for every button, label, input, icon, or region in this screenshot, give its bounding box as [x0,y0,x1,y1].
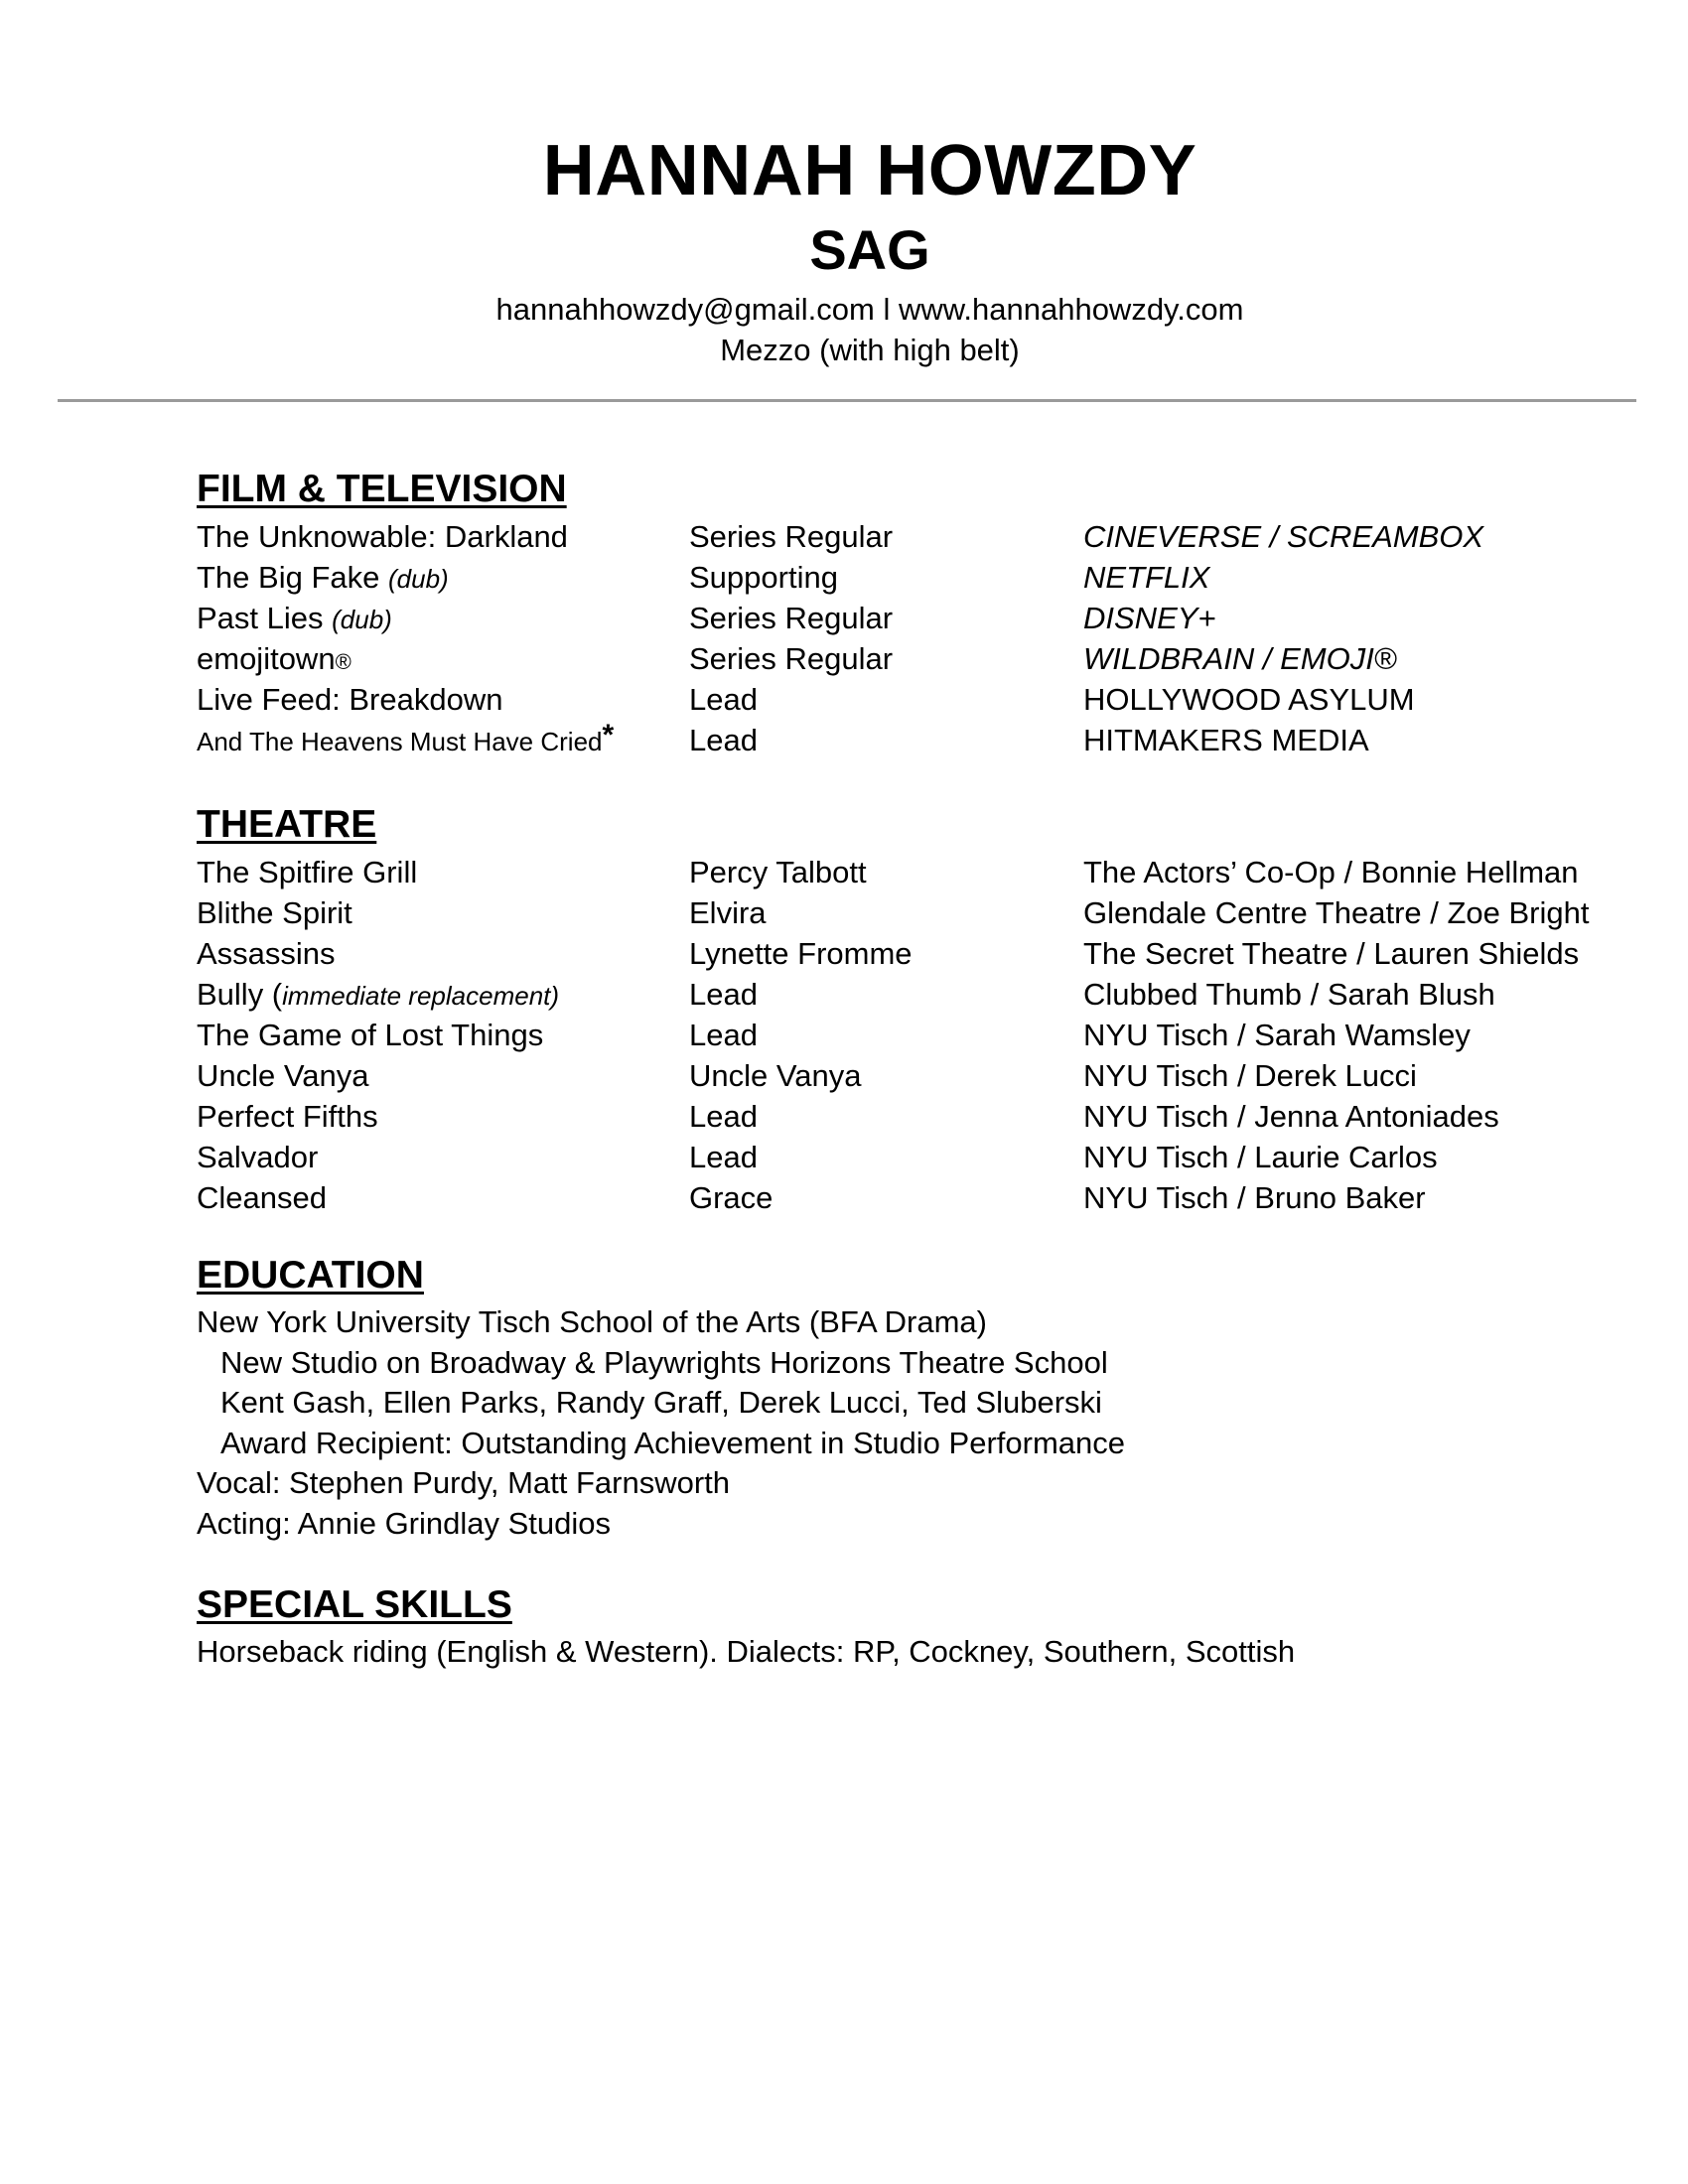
credit-row [197,892,1636,933]
credit-row [197,1137,1636,1177]
education-section [197,1253,1636,1544]
credit-title: Live Feed: Breakdown [197,682,503,717]
credit-note: immediate replacement) [282,981,560,1011]
contact-line: hannahhowzdy@gmail.com l www.hannahhowzdy.com [495,292,1244,327]
credit-role: Grace [689,1180,774,1215]
credit-company: CINEVERSE / SCREAMBOX [1083,519,1484,554]
credit-row [197,557,1636,598]
credit-company: WILDBRAIN / EMOJI® [1083,641,1397,676]
credit-title: The Big Fake (dub) [197,560,449,595]
credit-row [197,1096,1636,1137]
section-title-skills: SPECIAL SKILLS [197,1583,512,1626]
credit-row [197,638,1636,679]
registered-mark: ® [335,649,352,674]
credit-title: Blithe Spirit [197,895,352,930]
credit-title: Bully (immediate replacement) [197,977,560,1012]
credit-role: Lead [689,723,758,757]
credit-row [197,679,1636,720]
section-title-theatre: THEATRE [197,803,377,846]
film-tv-section [197,467,1636,760]
credit-title: Salvador [197,1140,319,1174]
credit-company: Glendale Centre Theatre / Zoe Bright [1083,895,1590,930]
credit-role: Percy Talbott [689,855,867,889]
credit-row [197,516,1636,557]
actor-name: HANNAH HOWZDY [542,131,1197,210]
credit-role: Elvira [689,895,767,930]
education-line: Award Recipient: Outstanding Achievement in Studio Performance [220,1425,1125,1460]
credit-title: The Game of Lost Things [197,1018,544,1052]
credit-row [197,852,1636,892]
credit-row [197,1055,1636,1096]
education-line: Vocal: Stephen Purdy, Matt Farnsworth [197,1465,731,1500]
credit-company: NYU Tisch / Sarah Wamsley [1083,1018,1471,1052]
credit-role: Series Regular [689,519,894,554]
credit-role: Series Regular [689,641,894,676]
credit-company: The Secret Theatre / Lauren Shields [1083,936,1580,971]
credit-row [197,598,1636,638]
section-title-education: EDUCATION [197,1254,424,1297]
credit-role: Lead [689,1099,758,1134]
credit-role: Lynette Fromme [689,936,913,971]
credit-role: Series Regular [689,601,894,635]
credit-title: The Unknowable: Darkland [197,519,568,554]
credit-company: The Actors’ Co-Op / Bonnie Hellman [1083,855,1579,889]
credit-role: Uncle Vanya [689,1058,862,1093]
credit-title: Uncle Vanya [197,1058,369,1093]
section-title-film-tv: FILM & TELEVISION [197,468,567,510]
credit-role: Supporting [689,560,838,595]
credit-title: Perfect Fifths [197,1099,378,1134]
credit-role: Lead [689,1140,758,1174]
credit-title: Past Lies (dub) [197,601,392,635]
credit-row [197,974,1636,1015]
credit-note: (dub) [388,564,449,594]
voice-type: Mezzo (with high belt) [720,333,1020,367]
theatre-section [197,802,1636,1218]
credit-company: NYU Tisch / Derek Lucci [1083,1058,1417,1093]
asterisk-mark: * [602,719,615,751]
credit-title: And The Heavens Must Have Cried* [197,719,615,756]
credit-row [197,933,1636,974]
credit-role: Lead [689,682,758,717]
credit-title: The Spitfire Grill [197,855,418,889]
skills-text: Horseback riding (English & Western). Dialects: RP, Cockney, Southern, Scottish [197,1634,1296,1669]
education-line: Kent Gash, Ellen Parks, Randy Graff, Derek Lucci, Ted Sluberski [220,1385,1102,1420]
credit-company: NETFLIX [1083,560,1210,595]
skills-section [197,1582,1636,1673]
credit-company: DISNEY+ [1083,601,1216,635]
header-divider [58,399,1636,402]
credit-note: (dub) [332,605,392,634]
credit-company: NYU Tisch / Jenna Antoniades [1083,1099,1499,1134]
credit-company: HITMAKERS MEDIA [1083,723,1369,757]
credit-title: emojitown® [197,641,352,676]
credit-company: Clubbed Thumb / Sarah Blush [1083,977,1495,1012]
credit-row [197,1177,1636,1218]
credit-company: NYU Tisch / Laurie Carlos [1083,1140,1438,1174]
credit-title: Cleansed [197,1180,327,1215]
credit-company: NYU Tisch / Bruno Baker [1083,1180,1426,1215]
education-line: New Studio on Broadway & Playwrights Horizons Theatre School [220,1344,1108,1380]
education-line: Acting: Annie Grindlay Studios [197,1505,612,1541]
credit-company: HOLLYWOOD ASYLUM [1083,682,1415,717]
union-affiliation: SAG [809,218,930,281]
credit-row [197,1015,1636,1055]
credit-role: Lead [689,977,758,1012]
education-line: New York University Tisch School of the Arts (BFA Drama) [197,1304,987,1339]
credit-title: Assassins [197,936,336,971]
credit-role: Lead [689,1018,758,1052]
credit-row [197,720,1636,760]
